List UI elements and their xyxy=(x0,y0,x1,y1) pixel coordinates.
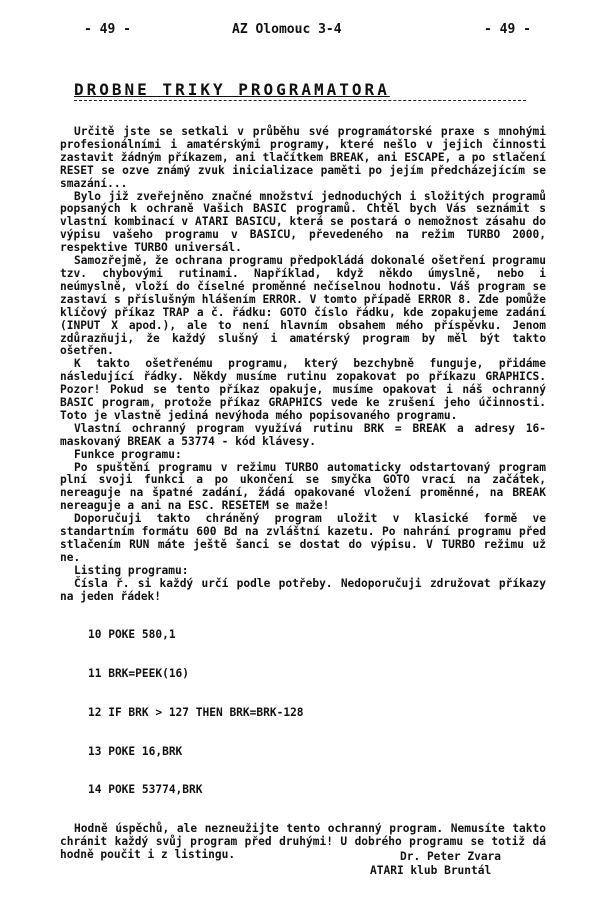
publication-title: AZ Olomouc 3-4 xyxy=(232,22,342,37)
code-listing xyxy=(74,604,546,823)
paragraph: Doporučuji takto chráněný program uložit v klasické formě ve standartním formátu 600 Bd na zvláštní kazetu. Po nahrání programu před stlačením RUN máte ještě šanci se dostat do výpisu. V TURBO režimu už ne. xyxy=(60,512,546,564)
code-line: 11 BRK=PEEK(16) xyxy=(88,667,190,681)
paragraph: Bylo již zveřejněno značné množství jednoduchých i složitých programů popsaných k ochraně Vašich BASIC programů. Chtěl bych Vás seznámit s vlastní kombinací v ATARI BASICU, která se postará o nemožnost zásahu do výpisu vašeho programu v BASICU, převedeného na režim TURBO 2000, respektive TURBO universál. xyxy=(60,189,546,255)
author-name: Dr. Peter Zvara xyxy=(400,850,502,863)
article-body xyxy=(60,126,546,862)
page-number-right: - 49 - xyxy=(484,22,531,37)
article-title: DROBNE TRIKY PROGRAMATORA xyxy=(74,80,390,99)
paragraph: Určitě jste se setkali v průběhu své programátorské praxe s mnohými profesionálními i amatérskými programy, které nešlo v jejich činnosti zastavit žádným příkazem, ani tlačítkem BREAK, ani ESCAPE, a po stlačení RESET se ozve známý zvuk inicializace paměti po jejím předcházejícím se smazání... xyxy=(60,125,546,190)
code-line: 14 POKE 53774,BRK xyxy=(88,783,203,797)
author-club: ATARI klub Bruntál xyxy=(370,864,492,877)
page-number-left: - 49 - xyxy=(84,22,131,37)
paragraph: Čísla ř. si každý určí podle potřeby. Nedoporučuji združovat příkazy na jeden řádek! xyxy=(60,576,546,603)
section-label: Listing programu: xyxy=(74,563,189,577)
signature xyxy=(360,850,550,878)
code-line: 12 IF BRK > 127 THEN BRK=BRK-128 xyxy=(88,705,304,719)
title-divider xyxy=(74,100,526,101)
section-label: Funkce programu: xyxy=(74,447,182,461)
code-line: 13 POKE 16,BRK xyxy=(88,744,183,758)
paragraph: Po spuštění programu v režimu TURBO automaticky odstartovaný program plní svoji funkci a po ukončení se smyčka GOTO vrací na začátek, nereaguje na špatné zadání, žádá opakované vložení proměnné, na BREAK nereaguje a ani na ESC. RESETEM se maže! xyxy=(60,460,546,513)
paragraph: K takto ošetřenému programu, který bezchybně funguje, přidáme následující řádky. Někdy musíme rutinu zopakovat po příkazu GRAPHICS. Pozor! Pokud se tento příkaz opakuje, musíme opakovat i náš ochranný BASIC program, protože příkaz GRAPHICS vede ke zrušení jeho účinnosti. Toto je vlastně jediná nevýhoda mého popisovaného programu. xyxy=(60,357,546,422)
code-line: 10 POKE 580,1 xyxy=(88,628,176,642)
closing-paragraph: Hodně úspěchů, ale nezneužijte tento ochranný program. Nemusíte takto chránit každý svůj program před druhými! U dobrého programu se totiž dá hodně poučit i z listingu. xyxy=(60,821,546,861)
paragraph: Samozřejmě, že ochrana programu předpokládá dokonalé ošetření programu tzv. chybovými rutinami. Například, když někdo úmyslně, nebo i neúmyslně, vloží do číselné proměnné nečíselnou hodnotu. Váš program se zastaví s příslušným hlášením ERROR. V tomto případě ERROR 8. Zde pomůže klíčový příkaz TRAP a č. řádku: GOTO číslo řádku, kde zopakujeme zadání (INPUT X apod.), ale to není hlavním obsahem mého příspěvku. Jenom zdůrazňuji, že každý slušný i amatérský program by měl být takto ošetřen. xyxy=(60,254,546,358)
page-header xyxy=(0,22,600,42)
paragraph: Vlastní ochranný program využívá rutinu BRK = BREAK a adresy 16-maskovaný BREAK a 53774 - kód klávesy. xyxy=(60,421,546,448)
